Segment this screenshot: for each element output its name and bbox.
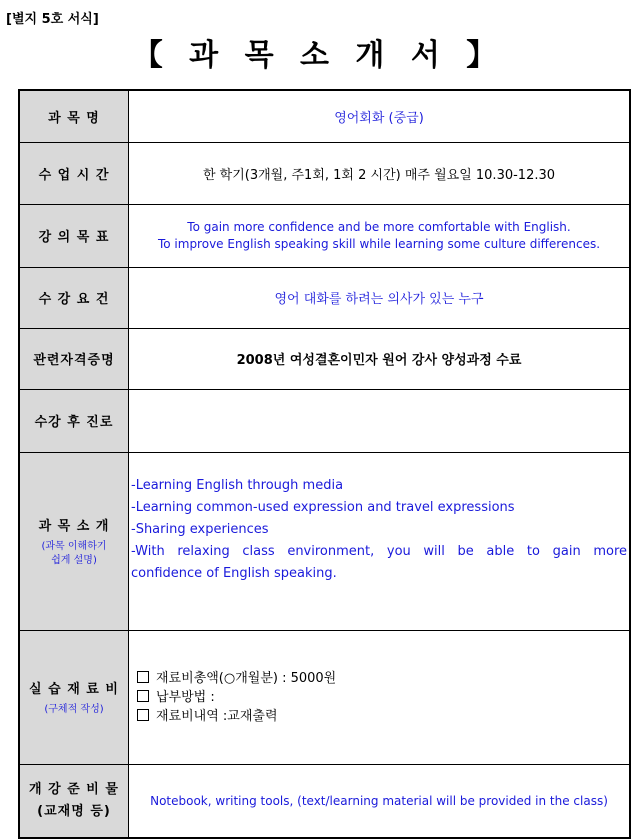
row-requirements [19, 267, 630, 328]
material-item [129, 669, 629, 688]
row-material-cost [19, 630, 630, 764]
objective-line: To gain more confidence and be more comfortable with English. [187, 219, 571, 234]
introduction-line: -Learning English through media [131, 477, 344, 493]
certificate-value: 2008년 여성결혼이민자 원어 강사 양성과정 수료 [129, 328, 631, 389]
introduction-line: -With relaxing class environment, you will be able to gain more [131, 543, 627, 559]
material-item [129, 707, 629, 726]
row-career [19, 389, 630, 452]
introduction-label [19, 452, 129, 630]
requirements-value: 영어 대화를 하려는 의사가 있는 누구 [129, 267, 631, 328]
class-time-label: 수 업 시 간 [19, 142, 129, 204]
material-cost-label [19, 630, 129, 764]
introduction-sublabel [20, 540, 128, 568]
material-cost-sublabel: (구체적 작성) [44, 703, 104, 715]
introduction-line: confidence of English speaking. [131, 565, 337, 581]
preparation-subtitle: (교재명 등) [37, 803, 111, 819]
career-value [129, 389, 631, 452]
objective-line: To improve English speaking skill while learning some culture differences. [157, 236, 601, 251]
career-label: 수강 후 진로 [19, 389, 129, 452]
row-preparation [19, 764, 630, 838]
introduction-line: -Sharing experiences [131, 521, 269, 537]
introduction-sublabel-line: (과목 이해하기 [41, 540, 107, 552]
course-name-value: 영어회화 (중급) [129, 90, 631, 142]
course-name-label: 과 목 명 [19, 90, 129, 142]
checkbox-icon[interactable] [137, 671, 149, 683]
form-number-tag: [별지 5호 서식] [6, 12, 99, 27]
row-certificate [19, 328, 630, 389]
introduction-sublabel-line: 쉽게 설명) [51, 554, 97, 566]
row-introduction [19, 452, 630, 630]
material-item-text: 재료비내역 :교재출력 [156, 708, 278, 724]
introduction-title: 과 목 소 개 [38, 518, 110, 534]
preparation-label [19, 764, 129, 838]
material-cost-value [129, 630, 631, 764]
material-item-text: 납부방법 : [156, 689, 215, 705]
certificate-label: 관련자격증명 [19, 328, 129, 389]
preparation-value: Notebook, writing tools, (text/learning material will be provided in the class) [129, 764, 631, 838]
material-cost-title: 실 습 재 료 비 [29, 681, 119, 697]
requirements-label: 수 강 요 건 [19, 267, 129, 328]
row-course-name [19, 90, 630, 142]
checkbox-icon[interactable] [137, 690, 149, 702]
row-objectives [19, 204, 630, 267]
document-title: 【 과 목 소 개 서 】 [132, 38, 505, 73]
material-item [129, 688, 629, 707]
objectives-label: 강 의 목 표 [19, 204, 129, 267]
course-intro-form [18, 89, 631, 839]
preparation-title: 개 강 준 비 물 [29, 781, 119, 797]
introduction-line: -Learning common-used expression and travel expressions [131, 499, 515, 515]
introduction-value [129, 452, 631, 630]
class-time-value: 한 학기(3개월, 주1회, 1회 2 시간) 매주 월요일 10.30-12.30 [129, 142, 631, 204]
checkbox-icon[interactable] [137, 709, 149, 721]
material-item-text: 재료비총액(○개월분) : 5000원 [156, 670, 337, 686]
objectives-value [129, 204, 631, 267]
row-class-time [19, 142, 630, 204]
